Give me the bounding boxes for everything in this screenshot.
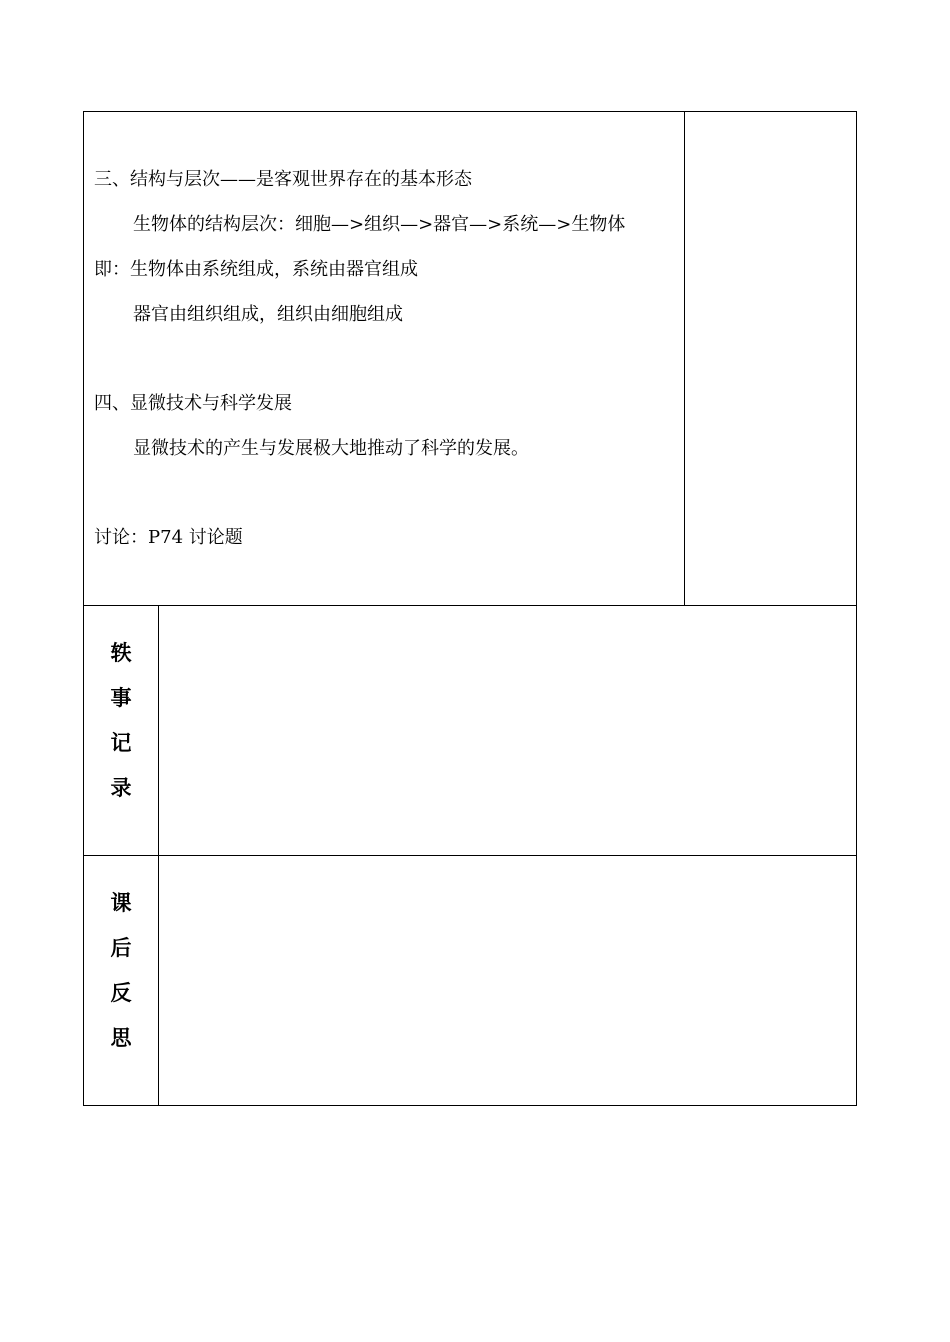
anecdote-content-cell[interactable] [160,606,856,855]
anecdote-label-char: 轶 [110,641,132,665]
structure-heading: 三、结构与层次——是客观世界存在的基本形态 [94,169,472,190]
anecdote-label-divider [158,605,159,856]
structure-levels: 生物体的结构层次：细胞—>组织—>器官—>系统—>生物体 [133,214,626,235]
reflection-label-char: 反 [110,981,132,1005]
reflection-label [91,881,151,1061]
anecdote-label-char: 记 [110,731,132,755]
anecdote-label [91,631,151,811]
anecdote-label-char: 录 [110,776,132,800]
microscopy-heading: 四、显微技术与科学发展 [94,393,292,414]
reflection-label-char: 思 [110,1026,132,1050]
reflection-content-cell[interactable] [160,856,856,1105]
reflection-label-divider [158,855,159,1106]
reflection-label-char: 后 [110,936,132,960]
structure-explanation-2: 器官由组织组成，组织由细胞组成 [133,304,403,325]
structure-explanation-1: 即：生物体由系统组成，系统由器官组成 [94,259,418,280]
top-column-divider [684,111,685,606]
discussion-line: 讨论：P74 讨论题 [94,527,243,548]
anecdote-label-char: 事 [110,686,132,710]
microscopy-text: 显微技术的产生与发展极大地推动了科学的发展。 [133,438,529,459]
reflection-label-char: 课 [110,891,132,915]
